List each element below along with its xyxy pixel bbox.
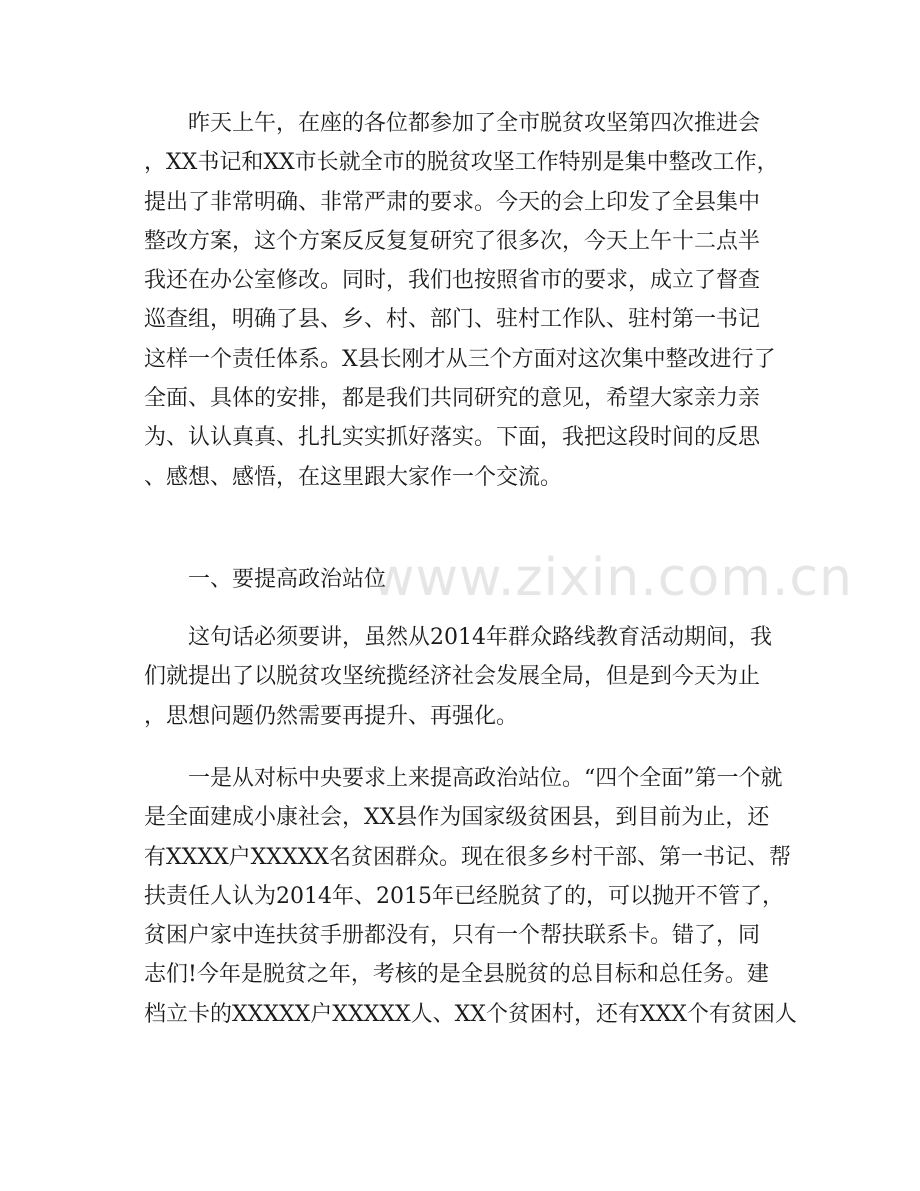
text-line: 们就提出了以脱贫攻坚统揽经济社会发展全局，但是到今天为止 (144, 664, 761, 690)
paragraph-1 (144, 104, 784, 497)
paragraph-3 (144, 759, 797, 1034)
text-line: 是全面建成小康社会，XX县作为国家级贫困县，到目前为止，还 (144, 805, 770, 831)
text-line: 有XXXX户XXXXX名贫困群众。现在很多乡村干部、第一书记、帮 (144, 844, 791, 870)
text-line: 档立卡的XXXXX户XXXXX人、XX个贫困村，还有XXX个有贫困人 (144, 1001, 797, 1027)
text-line: 这样一个责任体系。X县长刚才从三个方面对这次集中整改进行了 (144, 346, 776, 372)
text-line: 一是从对标中央要求上来提高政治站位。“四个全面”第一个就 (144, 766, 783, 791)
text-line: 贫困户家中连扶贫手册都没有，只有一个帮扶联系卡。错了，同 (144, 923, 761, 949)
text-line: 整改方案，这个方案反反复复研究了很多次，今天上午十二点半 (144, 228, 761, 254)
text-line: 、感想、感悟，在这里跟大家作一个交流。 (144, 464, 563, 490)
text-line: 我还在办公室修改。同时，我们也按照省市的要求，成立了督查 (144, 268, 761, 294)
text-line: 这句话必须要讲，虽然从2014年群众路线教育活动期间，我 (144, 625, 772, 650)
text-line: 为、认认真真、扎扎实实抓好落实。下面，我把这段时间的反思 (144, 425, 761, 451)
watermark: www.zixin.com.cn (372, 548, 853, 608)
section-heading (144, 560, 784, 599)
text-line: 全面、具体的安排，都是我们共同研究的意见，希望大家亲力亲 (144, 386, 761, 412)
paragraph-2 (144, 618, 784, 736)
heading-text: 一、要提高政治站位 (144, 567, 387, 592)
text-line: 昨天上午，在座的各位都参加了全市脱贫攻坚第四次推进会 (144, 111, 761, 136)
text-line: 志们!今年是脱贫之年，考核的是全县脱贫的总目标和总任务。建 (144, 962, 769, 988)
text-line: 扶责任人认为2014年、2015年已经脱贫了的，可以抛开不管了， (144, 883, 784, 909)
text-line: ，思想问题仍然需要再提升、再强化。 (144, 703, 519, 729)
text-line: ，XX书记和XX市长就全市的脱贫攻坚工作特别是集中整改工作， (144, 150, 779, 176)
text-line: 巡查组，明确了县、乡、村、部门、驻村工作队、驻村第一书记 (144, 307, 761, 333)
text-line: 提出了非常明确、非常严肃的要求。今天的会上印发了全县集中 (144, 189, 761, 215)
